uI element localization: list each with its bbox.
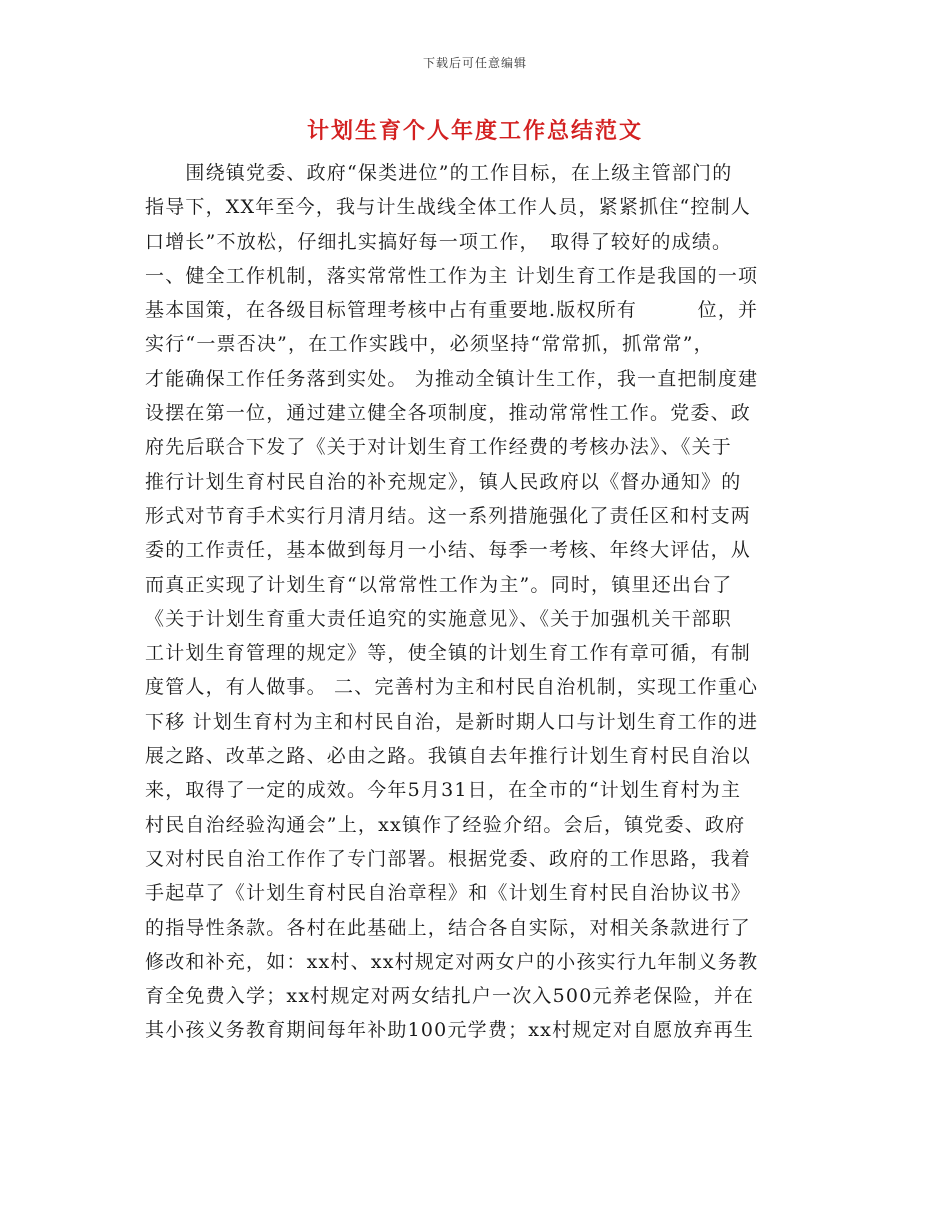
- body-line: 指导下，XX年至今，我与计生战线全体工作人员，紧紧抓住“控制人: [145, 196, 751, 219]
- body-line: 口增长”不放松，仔细扎实搞好每一项工作， 取得了较好的成绩。: [145, 230, 733, 253]
- body-line: 实行“一票否决”，在工作实践中，必须坚持“常常抓，抓常常”，: [145, 333, 714, 356]
- document-title: 计划生育个人年度工作总结范文: [306, 118, 643, 144]
- body-line: 的指导性条款。各村在此基础上，结合各自实际，对相关条款进行了: [145, 916, 752, 939]
- body-line: 来，取得了一定的成效。今年5月31日，在全市的“计划生育村为主: [145, 779, 742, 802]
- body-line: 又对村民自治工作作了专门部署。根据党委、政府的工作思路，我着: [145, 847, 752, 870]
- document-body: [145, 156, 805, 1048]
- body-line: 而真正实现了计划生育“以常常性工作为主”。同时，镇里还出台了: [145, 573, 733, 596]
- body-line: 其小孩义务教育期间每年补助100元学费；xx村规定对自愿放弃再生: [145, 1019, 755, 1042]
- body-line: 形式对节育手术实行月清月结。这一系列措施强化了责任区和村支两: [145, 504, 752, 527]
- body-line: 基本国策，在各级目标管理考核中占有重要地.版权所有 位，并: [145, 299, 759, 322]
- body-line: 村民自治经验沟通会”上，xx镇作了经验介绍。会后，镇党委、政府: [145, 813, 746, 836]
- body-line: 工计划生育管理的规定》等，使全镇的计划生育工作有章可循，有制: [145, 642, 752, 665]
- body-line: 推行计划生育村民自治的补充规定》，镇人民政府以《督办通知》的: [145, 470, 742, 493]
- body-line: 一、健全工作机制，落实常常性工作为主 计划生育工作是我国的一项: [145, 264, 759, 287]
- body-line: 委的工作责任，基本做到每月一小结、每季一考核、年终大评估，从: [145, 539, 752, 562]
- body-line: 《关于计划生育重大责任追究的实施意见》、《关于加强机关干部职: [145, 607, 733, 630]
- body-line: 才能确保工作任务落到实处。 为推动全镇计生工作，我一直把制度建: [145, 367, 759, 390]
- body-line: 展之路、改革之路、必由之路。我镇自去年推行计划生育村民自治以: [145, 745, 752, 768]
- body-line: 育全免费入学；xx村规定对两女结扎户一次入500元养老保险，并在: [145, 985, 755, 1008]
- body-line: 下移 计划生育村为主和村民自治，是新时期人口与计划生育工作的进: [145, 710, 759, 733]
- body-line: 修改和补充，如：xx村、xx村规定对两女户的小孩实行九年制义务教: [145, 950, 759, 973]
- body-line: 府先后联合下发了《关于对计划生育工作经费的考核办法》、《关于: [145, 436, 733, 459]
- header-note: 下载后可任意编辑: [422, 56, 527, 70]
- body-line: 度管人，有人做事。 二、完善村为主和村民自治机制，实现工作重心: [145, 676, 759, 699]
- body-line: 围绕镇党委、政府“保类进位”的工作目标，在上级主管部门的: [145, 162, 733, 184]
- body-line: 设摆在第一位，通过建立健全各项制度，推动常常性工作。党委、政: [145, 402, 752, 425]
- body-line: 手起草了《计划生育村民自治章程》和《计划生育村民自治协议书》: [145, 882, 752, 905]
